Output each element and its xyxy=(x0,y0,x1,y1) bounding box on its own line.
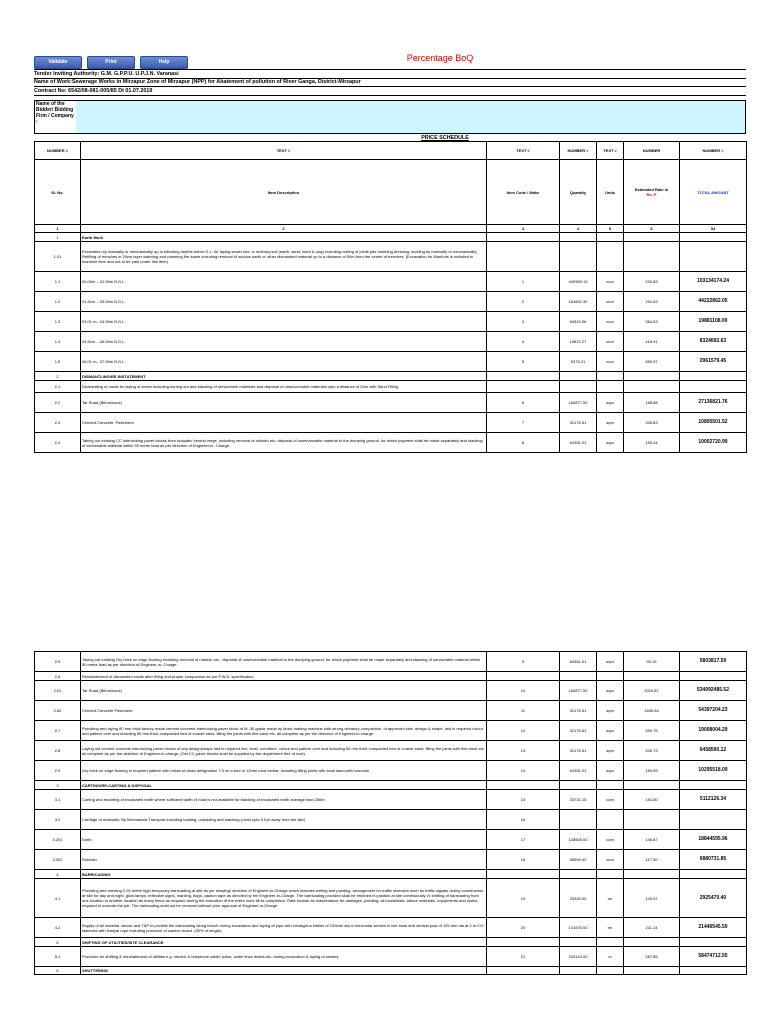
col-qty-header: Quantity xyxy=(560,160,597,225)
table-row xyxy=(35,352,747,372)
code-cell xyxy=(487,233,560,242)
desc-cell: Carting and recarting of excavated earth where sufficient width of road is not available for stacking of excavated earth average lead 250m xyxy=(81,790,487,810)
amount-cell: 54397204.23 xyxy=(680,701,747,721)
unit-cell: cum xyxy=(597,850,624,870)
desc-cell: 00.00m – 01.50m B.G.L. xyxy=(81,272,487,292)
qty-cell xyxy=(560,233,597,242)
rate-cell: 117.50 xyxy=(624,850,680,870)
code-cell xyxy=(487,781,560,790)
sl-cell: 2.3 xyxy=(35,413,81,433)
amount-cell: 2925470.40 xyxy=(680,879,747,918)
qty-cell: 64351.01 xyxy=(560,652,597,672)
hash-mark: # xyxy=(527,148,530,153)
qty-cell: 128508.00 xyxy=(560,830,597,850)
unit-cell: sqm xyxy=(597,721,624,741)
qty-cell: 19872.27 xyxy=(560,332,597,352)
table-row xyxy=(35,721,747,741)
unit-cell: cum xyxy=(597,830,624,850)
table-row xyxy=(35,332,747,352)
unit-cell xyxy=(597,938,624,947)
amount-cell: 21446545.50 xyxy=(680,918,747,938)
amount-cell xyxy=(680,233,747,242)
qty-cell: 160877.53 xyxy=(560,393,597,413)
unit-cell: sqm xyxy=(597,652,624,672)
type-label: TEXT xyxy=(603,148,615,153)
table-row xyxy=(35,781,747,790)
type-cell xyxy=(624,142,680,160)
type-label: NUMBER xyxy=(702,148,722,153)
amount-cell: 6880731.85 xyxy=(680,850,747,870)
sl-cell: 2.7 xyxy=(35,721,81,741)
col-rate-header xyxy=(624,160,680,225)
rate-cell: 146.87 xyxy=(624,830,680,850)
desc-cell: Cement Concrete Pavement xyxy=(81,701,487,721)
sl-cell: 5 xyxy=(35,938,81,947)
qty-cell: 101575.00 xyxy=(560,918,597,938)
sl-cell: 5.1 xyxy=(35,947,81,967)
qty-cell xyxy=(560,372,597,381)
amount-cell: 2961579.45 xyxy=(680,352,747,372)
desc-cell: Provision for shifting & reinstatement of utilities e.g. electric & telephone cable/ poles, water lines drains etc. during excavation & laying of sewers. xyxy=(81,947,487,967)
sl-cell: 3.202 xyxy=(35,850,81,870)
column-number: 4 xyxy=(560,225,597,233)
column-header-row xyxy=(35,160,747,225)
desc-cell: Earth Work xyxy=(81,233,487,242)
table-row xyxy=(35,741,747,761)
qty-cell xyxy=(560,967,597,975)
code-cell: 19 xyxy=(487,879,560,918)
amount-cell: 19881108.00 xyxy=(680,312,747,332)
desc-cell: 06.01 m– 07.50m B.G.L. xyxy=(81,352,487,372)
hash-mark: # xyxy=(721,148,724,153)
sl-cell: 1.4 xyxy=(35,332,81,352)
qty-cell xyxy=(560,381,597,393)
qty-cell: 5375.21 xyxy=(560,352,597,372)
code-cell: 4 xyxy=(487,332,560,352)
unit-cell xyxy=(597,870,624,879)
desc-cell: Providing and erecting 2.00 metre high temporary barricading at site as per drawing/ direction of Engineer-in-Charge which includes writing and painting, arrangement for traffic diversion such as traffic signals during construction at site for day and night, glow lamps, reflective signs, marking, flags, caution tape as directed by the Engineer-in-Charge. The barricading provided shall be retained in position at site continuously i/c shifting of barricading from one location to another location as many times as required during the execution of the entire work till its completion. Rate include its maintenance for damages, painting, all incidentals, labour materials, equipments and works required to execute the job. The barricading shall not be removed without prior approval of Engineer-in-Charge. xyxy=(81,879,487,918)
desc-cell: Taking out existing Dry brick on edge flooring including removal of rubbish etc., disposal of unserviceable material to the dumping ground, for which payment shall be made separately and stacking of serviceable material within 50 metre lead as per direction of Engineer-in- Charge. xyxy=(81,652,487,672)
type-cell xyxy=(81,142,487,160)
unit-cell: sqm xyxy=(597,701,624,721)
table-row xyxy=(35,413,747,433)
type-label: NUMBER xyxy=(567,148,587,153)
desc-cell: Carriage of materials: By Mechanical Transport including loading, unloading and stacking (Lead upto 5 Km away from the site) xyxy=(81,810,487,830)
amount-cell: 19008004.29 xyxy=(680,721,747,741)
qty-cell: 151692.32 xyxy=(560,292,597,312)
code-cell: 8 xyxy=(487,433,560,453)
qty-cell xyxy=(560,870,597,879)
qty-cell: 54524.06 xyxy=(560,312,597,332)
rate-cell xyxy=(624,372,680,381)
rate-cell: 291.53 xyxy=(624,292,680,312)
rate-cell: 287.85 xyxy=(624,947,680,967)
sl-cell: 2.8 xyxy=(35,741,81,761)
column-number: 6 xyxy=(624,225,680,233)
amount-cell: 5803817.59 xyxy=(680,652,747,672)
rate-cell: 159.99 xyxy=(624,761,680,781)
hash-mark: # xyxy=(65,148,68,153)
type-cell xyxy=(597,142,624,160)
code-cell: 1 xyxy=(487,272,560,292)
code-cell: 3 xyxy=(487,312,560,332)
code-cell: 10 xyxy=(487,681,560,701)
amount-cell: 18844595.96 xyxy=(680,830,747,850)
sl-cell: 1.2 xyxy=(35,292,81,312)
sl-cell: 1.1 xyxy=(35,272,81,292)
code-cell xyxy=(487,672,560,681)
boq-table-page-2 xyxy=(34,651,747,975)
desc-cell: Earth xyxy=(81,830,487,850)
amount-cell xyxy=(680,938,747,947)
rate-cell xyxy=(624,672,680,681)
unit-cell xyxy=(597,372,624,381)
table-row xyxy=(35,830,747,850)
rate-cell: 1690.64 xyxy=(624,701,680,721)
sl-cell: 1.3 xyxy=(35,312,81,332)
amount-cell xyxy=(680,967,747,975)
amount-cell xyxy=(680,242,747,272)
bidder-box xyxy=(34,100,746,134)
type-row xyxy=(35,142,747,160)
qty-cell: 64351.01 xyxy=(560,761,597,781)
table-row xyxy=(35,681,747,701)
hash-mark: # xyxy=(614,148,617,153)
table-row xyxy=(35,810,747,830)
sl-cell: 2 xyxy=(35,372,81,381)
amount-cell: 5112126.34 xyxy=(680,790,747,810)
sl-cell: 3 xyxy=(35,781,81,790)
unit-cell xyxy=(597,381,624,393)
code-cell: 17 xyxy=(487,830,560,850)
table-row xyxy=(35,947,747,967)
table-row xyxy=(35,870,747,879)
code-cell xyxy=(487,967,560,975)
rate-cell xyxy=(624,870,680,879)
column-number: 1 xyxy=(35,225,81,233)
code-cell: 14 xyxy=(487,761,560,781)
price-schedule-heading: PRICE SCHEDULE xyxy=(421,135,469,141)
unit-cell: cum xyxy=(597,292,624,312)
code-cell: 21 xyxy=(487,947,560,967)
code-cell: 6 xyxy=(487,393,560,413)
desc-cell: Dismantling of roads for laying of sewer including sorting out and stacking of serviceable materials and disposal of unserviceable materials upto a distance of 50m with Sand Filling xyxy=(81,381,487,393)
amount-cell xyxy=(680,781,747,790)
desc-cell: Dry brick on edge flooring in required pattern with bricks of class designation 7.5 on a bed of 12mm mud mortar, including filling joints with local sand,with common xyxy=(81,761,487,781)
unit-cell: sqm xyxy=(597,393,624,413)
unit-cell: sqm xyxy=(597,413,624,433)
tender-authority: Tender Inviting Authority: G.M. G.P.P.U. U.P.J.N. Varanasi xyxy=(34,69,746,79)
desc-cell: Rubbish xyxy=(81,850,487,870)
rate-cell xyxy=(624,233,680,242)
table-row xyxy=(35,381,747,393)
desc-cell: CARTING/RE-CARTING & DISPOSAL xyxy=(81,781,487,790)
amount-cell: 10002720.99 xyxy=(680,433,747,453)
amount-cell: 58474712.55 xyxy=(680,947,747,967)
rate-cell: 151.60 xyxy=(624,790,680,810)
table-row xyxy=(35,701,747,721)
type-cell xyxy=(560,142,597,160)
code-cell: 11 xyxy=(487,701,560,721)
code-cell: 12 xyxy=(487,721,560,741)
rate-cell: 211.14 xyxy=(624,918,680,938)
amount-cell: 44222862.05 xyxy=(680,292,747,312)
desc-cell: SHIFTING OF UTILITIES/SITE CLEARANCE xyxy=(81,938,487,947)
code-cell: 2 xyxy=(487,292,560,312)
unit-cell: cum xyxy=(597,790,624,810)
table-row xyxy=(35,312,747,332)
sl-cell: 1 xyxy=(35,233,81,242)
table-row xyxy=(35,652,747,672)
sl-cell: 6 xyxy=(35,967,81,975)
amount-cell xyxy=(680,672,747,681)
col-units-header: Units xyxy=(597,160,624,225)
rate-cell: 155.44 xyxy=(624,433,680,453)
qty-cell: 64351.01 xyxy=(560,433,597,453)
unit-cell xyxy=(597,233,624,242)
qty-cell: 442959.13 xyxy=(560,272,597,292)
table-row xyxy=(35,372,747,381)
amount-cell: 8324692.63 xyxy=(680,332,747,352)
amount-cell xyxy=(680,381,747,393)
qty-cell xyxy=(560,672,597,681)
sl-cell: 2.62 xyxy=(35,701,81,721)
desc-cell: Excavation by manually or mechanically up to following depths below G.L. for laying sewer line, in ordinary soil (earth, sand, loam & clay) including cutting of joints pits ramming dressing, leveling by manually or mechanically, Refilling of trenches in 20cm layer watering and ramming the same including removal of surplus earth or other dismantled material up to a distance of 50m from the centre of trenches. (Excavation for Manhole is included in manhole item and not to be paid under this item) xyxy=(81,242,487,272)
sl-cell: 2.5 xyxy=(35,652,81,672)
rate-cell xyxy=(624,242,680,272)
column-number: 2 xyxy=(81,225,487,233)
type-label: TEXT xyxy=(276,148,289,153)
column-number: 5 xyxy=(597,225,624,233)
sl-cell: 3.1 xyxy=(35,790,81,810)
unit-cell: sqm xyxy=(597,741,624,761)
table-row xyxy=(35,850,747,870)
code-cell: 5 xyxy=(487,352,560,372)
sl-cell: 1.5 xyxy=(35,352,81,372)
sl-cell: 4 xyxy=(35,870,81,879)
amount-cell: 6458590.12 xyxy=(680,741,747,761)
qty-cell: 160877.53 xyxy=(560,681,597,701)
type-label: NUMBER xyxy=(642,148,661,153)
table-row xyxy=(35,918,747,938)
qty-cell xyxy=(560,810,597,830)
rate-cell: 418.91 xyxy=(624,332,680,352)
rate-cell xyxy=(624,810,680,830)
qty-cell: 20320.00 xyxy=(560,879,597,918)
desc-cell: Taking out existing CC interlocking paver blocks from footpath/ central verge, including removal of rubbish etc, disposal of unserviceable material to the dumping ground, for which payment shall be made separately and stacking of serviceable material within 50 metre lead as per direction of Engineer-in- Charge. xyxy=(81,433,487,453)
unit-cell: cum xyxy=(597,352,624,372)
desc-cell: Supply of all material, labour and T&P to provide the barricading along trench during excavation and laying of pipe with eucalyptus ballies of 100mm dia in horizontal section in two rows and vertical post of 125 mm dia at 2 m C/C fastened with Nariyal rope including provision of caution board. (50% of length). xyxy=(81,918,487,938)
unit-cell: cum xyxy=(597,312,624,332)
code-cell xyxy=(487,938,560,947)
rate-cell: 364.63 xyxy=(624,312,680,332)
bidder-label: Name of the Bidder/ Bidding Firm / Company : xyxy=(35,101,77,133)
sl-cell: 2.2 xyxy=(35,393,81,413)
table-row xyxy=(35,393,747,413)
amount-cell xyxy=(680,372,747,381)
unit-cell: cum xyxy=(597,332,624,352)
sl-cell: 2.61 xyxy=(35,681,81,701)
rate-cell xyxy=(624,781,680,790)
rate-cell: 168.68 xyxy=(624,393,680,413)
table-row xyxy=(35,790,747,810)
unit-cell xyxy=(597,672,624,681)
amount-cell: 534092485.52 xyxy=(680,681,747,701)
unit-cell: rm xyxy=(597,918,624,938)
rate-cell xyxy=(624,381,680,393)
unit-cell xyxy=(597,242,624,272)
rate-cell: 143.97 xyxy=(624,879,680,918)
code-cell: 20 xyxy=(487,918,560,938)
sl-cell: 2.4 xyxy=(35,433,81,453)
table-row xyxy=(35,272,747,292)
sl-cell: 2.9 xyxy=(35,761,81,781)
desc-cell: 04.51m – 06.00m B.G.L. xyxy=(81,332,487,352)
unit-cell: m xyxy=(597,947,624,967)
rate-cell: 90.19 xyxy=(624,652,680,672)
qty-cell: 203143.00 xyxy=(560,947,597,967)
amount-cell: 10805501.52 xyxy=(680,413,747,433)
unit-cell xyxy=(597,810,624,830)
qty-cell xyxy=(560,781,597,790)
qty-cell: 33721.15 xyxy=(560,790,597,810)
desc-cell: Providing and laying 60 mm thick factory made cement concrete interlocking paver block of M -30 grade made by block making machine with strong vibratory compaction, of approved size, design & shape, laid in required colour and pattern over and including 50 mm thick compacted bed of coarse sand, filling the joints with fine sand etc. all complete as per the direction of Engineer-in-charge. xyxy=(81,721,487,741)
code-cell: 15 xyxy=(487,790,560,810)
rate-cell xyxy=(624,967,680,975)
qty-cell xyxy=(560,938,597,947)
sl-cell: 2.1 xyxy=(35,381,81,393)
hash-mark: # xyxy=(288,148,291,153)
sl-cell: 3.201 xyxy=(35,830,81,850)
work-name: Name of Work:Sewerage Works in Mirzapur Zone of Mirzapur (NPP) for Abatement of pollution of River Ganga, District-Mirzapur xyxy=(34,78,746,87)
sl-cell: 4.1 xyxy=(35,879,81,918)
table-row xyxy=(35,233,747,242)
qty-cell: 58559.42 xyxy=(560,850,597,870)
bidder-name-input[interactable] xyxy=(76,101,745,133)
qty-cell xyxy=(560,242,597,272)
sl-cell: 1.01 xyxy=(35,242,81,272)
type-label: NUMBER xyxy=(47,148,66,153)
col-code-header: Item Code / Make xyxy=(487,160,560,225)
code-cell xyxy=(487,870,560,879)
table-row xyxy=(35,672,747,681)
desc-cell: DISMANTLING/RE-INSTATEMENT xyxy=(81,372,487,381)
amount-cell: 103134174.24 xyxy=(680,272,747,292)
table-row xyxy=(35,761,747,781)
rate-label: Estimated Rate in xyxy=(634,187,669,192)
hash-mark: # xyxy=(586,148,589,153)
amount-cell: 27136821.76 xyxy=(680,393,747,413)
table-row xyxy=(35,938,747,947)
amount-cell xyxy=(680,810,747,830)
desc-cell: SHUTTERING xyxy=(81,967,487,975)
unit-cell: rm xyxy=(597,879,624,918)
unit-cell: sqm xyxy=(597,681,624,701)
table-row xyxy=(35,433,747,453)
rate-cell: 335.83 xyxy=(624,413,680,433)
validate-button[interactable]: Validate xyxy=(34,56,82,69)
rate-cell: 550.97 xyxy=(624,352,680,372)
sl-cell: 4.2 xyxy=(35,918,81,938)
unit-cell: cum xyxy=(597,272,624,292)
code-cell xyxy=(487,242,560,272)
rate-sub-label: Rs. P xyxy=(646,192,657,197)
code-cell: 16 xyxy=(487,810,560,830)
code-cell: 13 xyxy=(487,741,560,761)
rate-cell: 590.76 xyxy=(624,721,680,741)
desc-cell: Laying old cement concrete interlocking paver blocks of any design/shape laid in required line, level, curvature, colour and pattern over and including 50 mm thick compacted bed of coarse sand, filling the joints with fine sand etc. all complete as per the direction of Engineer-in-charge. (Old CC paver blocks shall be supplied by the department free of cost). xyxy=(81,741,487,761)
type-cell xyxy=(487,142,560,160)
table-row xyxy=(35,292,747,312)
code-cell: 18 xyxy=(487,850,560,870)
desc-cell: Tar Road (Bituminous) xyxy=(81,393,487,413)
qty-cell: 32175.51 xyxy=(560,413,597,433)
code-cell: 7 xyxy=(487,413,560,433)
qty-cell: 32175.51 xyxy=(560,721,597,741)
unit-cell: sqm xyxy=(597,433,624,453)
page-title: Percentage BoQ xyxy=(406,53,474,63)
rate-cell xyxy=(624,938,680,947)
table-row xyxy=(35,967,747,975)
code-cell xyxy=(487,372,560,381)
help-button[interactable]: Help xyxy=(140,56,188,69)
rate-cell: 200.73 xyxy=(624,741,680,761)
amount-cell xyxy=(680,870,747,879)
unit-cell xyxy=(597,967,624,975)
type-cell xyxy=(680,142,747,160)
rate-cell: 232.83 xyxy=(624,272,680,292)
desc-cell: Reinstatement of dismantled roads after filling and proper compaction as per P.W.D. specification xyxy=(81,672,487,681)
unit-cell: sqm xyxy=(597,761,624,781)
qty-cell: 32175.51 xyxy=(560,741,597,761)
column-number: 3 xyxy=(487,225,560,233)
column-number-row xyxy=(35,225,747,233)
type-label: TEXT xyxy=(516,148,528,153)
table-row xyxy=(35,242,747,272)
desc-cell: Tar Road (Bituminous) xyxy=(81,681,487,701)
print-button[interactable]: Print xyxy=(87,56,135,69)
unit-cell xyxy=(597,781,624,790)
table-row xyxy=(35,879,747,918)
desc-cell: Cement Concrete. Pavement xyxy=(81,413,487,433)
qty-cell: 32175.51 xyxy=(560,701,597,721)
col-sl-header: Sl. No. xyxy=(35,160,81,225)
column-number: 54 xyxy=(680,225,747,233)
col-total-header: TOTAL AMOUNT xyxy=(680,160,747,225)
rate-cell: 3319.87 xyxy=(624,681,680,701)
contract-number: Contract No: 6542/08-081-005/85 Dt 01.07.2019 xyxy=(34,87,746,96)
sl-cell: 3.2 xyxy=(35,810,81,830)
sl-cell: 2.6 xyxy=(35,672,81,681)
boq-table-page-1 xyxy=(34,141,747,453)
col-desc-header: Item Description xyxy=(81,160,487,225)
amount-cell: 10295518.09 xyxy=(680,761,747,781)
type-cell xyxy=(35,142,81,160)
desc-cell: BARRICADING xyxy=(81,870,487,879)
code-cell: 9 xyxy=(487,652,560,672)
desc-cell: 01.51m – 03.00m B.G.L. xyxy=(81,292,487,312)
code-cell xyxy=(487,381,560,393)
desc-cell: 03.01 m– 04.50m B.G.L. xyxy=(81,312,487,332)
